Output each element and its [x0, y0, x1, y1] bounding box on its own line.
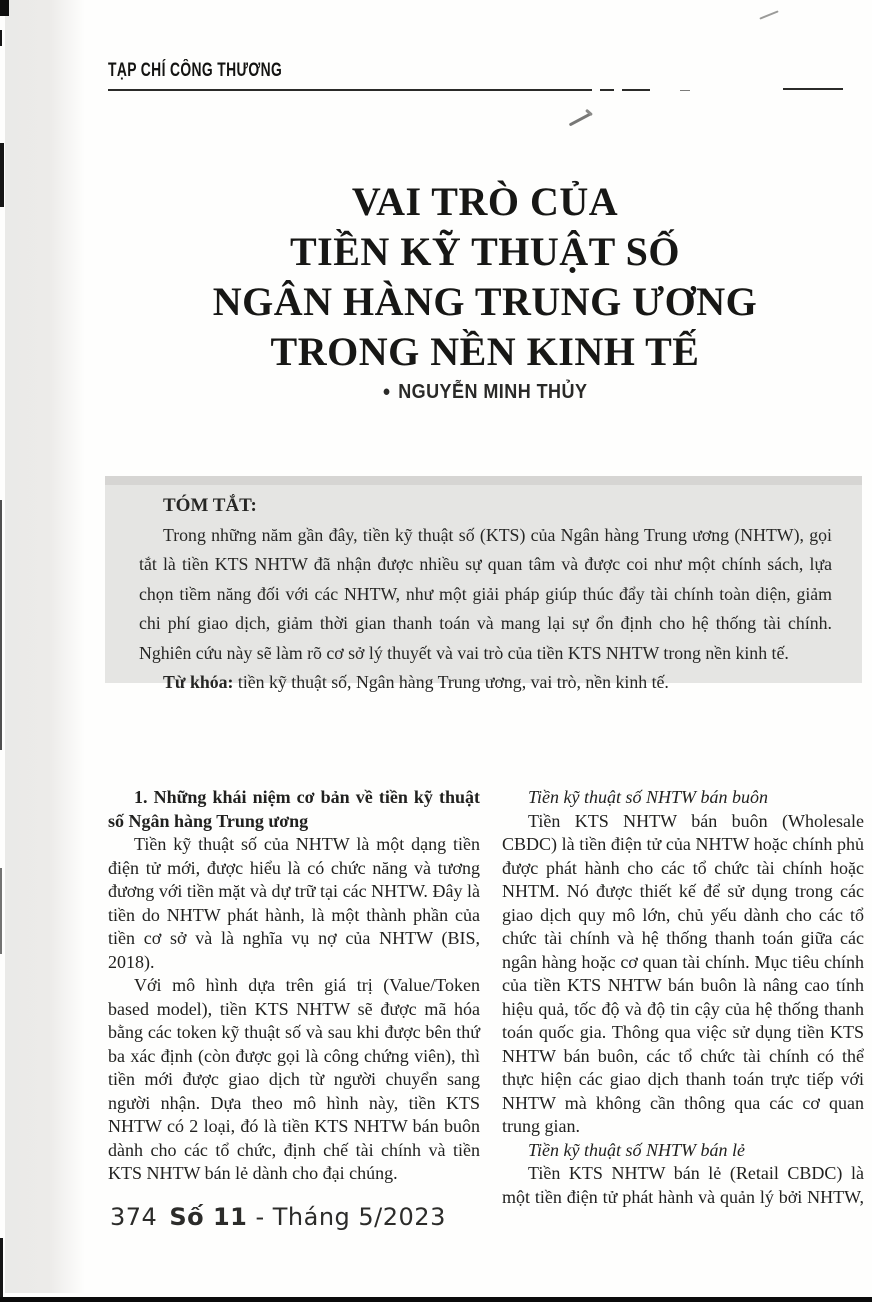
right-column — [502, 786, 864, 1209]
retail-paragraph: Tiền KTS NHTW bán lẻ (Retail CBDC) là một tiền điện tử phát hành và quản lý bởi NHTW, — [502, 1163, 864, 1207]
title-line-2: TIỀN KỸ THUẬT SỐ — [290, 228, 680, 274]
issue-number: Số 11 — [169, 1203, 248, 1231]
wholesale-paragraph: Tiền KTS NHTW bán buôn (Wholesale CBDC) là tiền điện tử của NHTW hoặc chính phủ được phát hành cho các tổ chức tài chính hoặc NHTM. Nó được thiết kế để sử dụng trong các giao dịch quy mô lớn, chủ yếu dành cho các tổ chức tài chính và hệ thống thanh toán giữa các ngân hàng hoặc cơ quan tài chính. Mục tiêu chính của tiền KTS NHTW bán buôn là nâng cao tính hiệu quả, tốc độ và độ tin cậy của hệ thống thanh toán quốc gia. Thông qua việc sử dụng tiền KTS NHTW bán buôn, các tổ chức tài chính có thể thực hiện các giao dịch thanh toán trực tiếp với NHTW mà không cần thông qua các cơ quan trung gian. — [502, 810, 864, 1136]
scan-artifact-left-line — [0, 500, 2, 750]
retail-subheading: Tiền kỹ thuật số NHTW bán lẻ — [528, 1139, 745, 1160]
scan-artifact-left-line — [0, 1238, 3, 1302]
section-1-paragraph-1: Tiền kỹ thuật số của NHTW là một dạng tiền điện tử mới, được hiểu là có chức năng và tương đương với tiền mặt và dự trữ tại các NHTW. Đây là tiền do NHTW phát hành, là một thành phần của tiền cơ sở và là nghĩa vụ nợ của NHTW (BIS, 2018). — [108, 834, 480, 972]
author-line — [108, 381, 862, 404]
page-edge-shadow — [5, 0, 85, 1293]
title-line-1: VAI TRÒ CỦA — [351, 178, 619, 224]
abstract-box — [105, 476, 862, 692]
section-1-paragraph-2: Với mô hình dựa trên giá trị (Value/Token based model), tiền KTS NHTW sẽ được mã hóa bằng các token kỹ thuật số và sau khi được bên thứ ba xác định (còn được gọi là công chứng viên), thì tiền mới được giao dịch từ người chuyển sang người nhận. Dựa theo mô hình này, tiền KTS NHTW có 2 loại, đó là tiền KTS NHTW bán buôn dành cho các tổ chức, định chế tài chính và tiền KTS NHTW bán lẻ dành cho đại chúng. — [108, 975, 480, 1183]
page-footer — [110, 1203, 446, 1231]
masthead — [108, 60, 347, 82]
wholesale-subheading: Tiền kỹ thuật số NHTW bán buôn — [528, 787, 769, 807]
scan-artifact-bottom-bar — [0, 1297, 872, 1302]
masthead-rule — [622, 89, 650, 91]
left-column — [108, 786, 480, 1209]
scan-artifact-left-line — [0, 868, 2, 954]
author-bullet-icon: ● — [382, 383, 392, 400]
masthead-rule — [783, 88, 843, 90]
abstract-heading: TÓM TẮT: — [163, 495, 257, 516]
keywords-text: tiền kỹ thuật số, Ngân hàng Trung ương, vai trò, nền kinh tế. — [233, 672, 669, 692]
author-name: NGUYỄN MINH THỦY — [398, 381, 588, 403]
article-body — [108, 786, 864, 1209]
scan-artifact-corner — [0, 0, 9, 16]
scan-artifact-left-line — [0, 30, 2, 46]
masthead-rule — [108, 89, 592, 91]
title-line-3: NGÂN HÀNG TRUNG ƯƠNG — [212, 278, 758, 324]
issue-date: - Tháng 5/2023 — [247, 1203, 446, 1231]
masthead-rule — [680, 90, 690, 91]
page-number: 374 — [110, 1203, 158, 1231]
masthead-rule — [600, 89, 614, 91]
scan-artifact-left-bar — [0, 143, 4, 207]
article-title — [108, 177, 862, 377]
section-1-heading: 1. Những khái niệm cơ bản về tiền kỹ thuật số Ngân hàng Trung ương — [108, 787, 480, 831]
abstract-text: Trong những năm gần đây, tiền kỹ thuật số (KTS) của Ngân hàng Trung ương (NHTW), gọi tắt là tiền KTS NHTW đã nhận được nhiều sự quan tâm và được coi như một chính sách, lựa chọn tiềm năng đối với các NHTW, như một giải pháp giúp thúc đẩy tài chính toàn diện, giảm chi phí giao dịch, giảm thời gian thanh toán và mang lại sự ổn định cho hệ thống tài chính. Nghiên cứu này sẽ làm rõ cơ sở lý thuyết và vai trò của tiền KTS NHTW trong nền kinh tế. — [139, 524, 832, 663]
abstract-keywords — [139, 668, 832, 698]
pencil-mark — [569, 113, 592, 127]
title-line-4: TRONG NỀN KINH TẾ — [270, 328, 700, 374]
pencil-mark — [759, 10, 778, 19]
journal-name: TẠP CHÍ CÔNG THƯƠNG — [108, 60, 283, 81]
keywords-label: Từ khóa: — [163, 672, 234, 692]
